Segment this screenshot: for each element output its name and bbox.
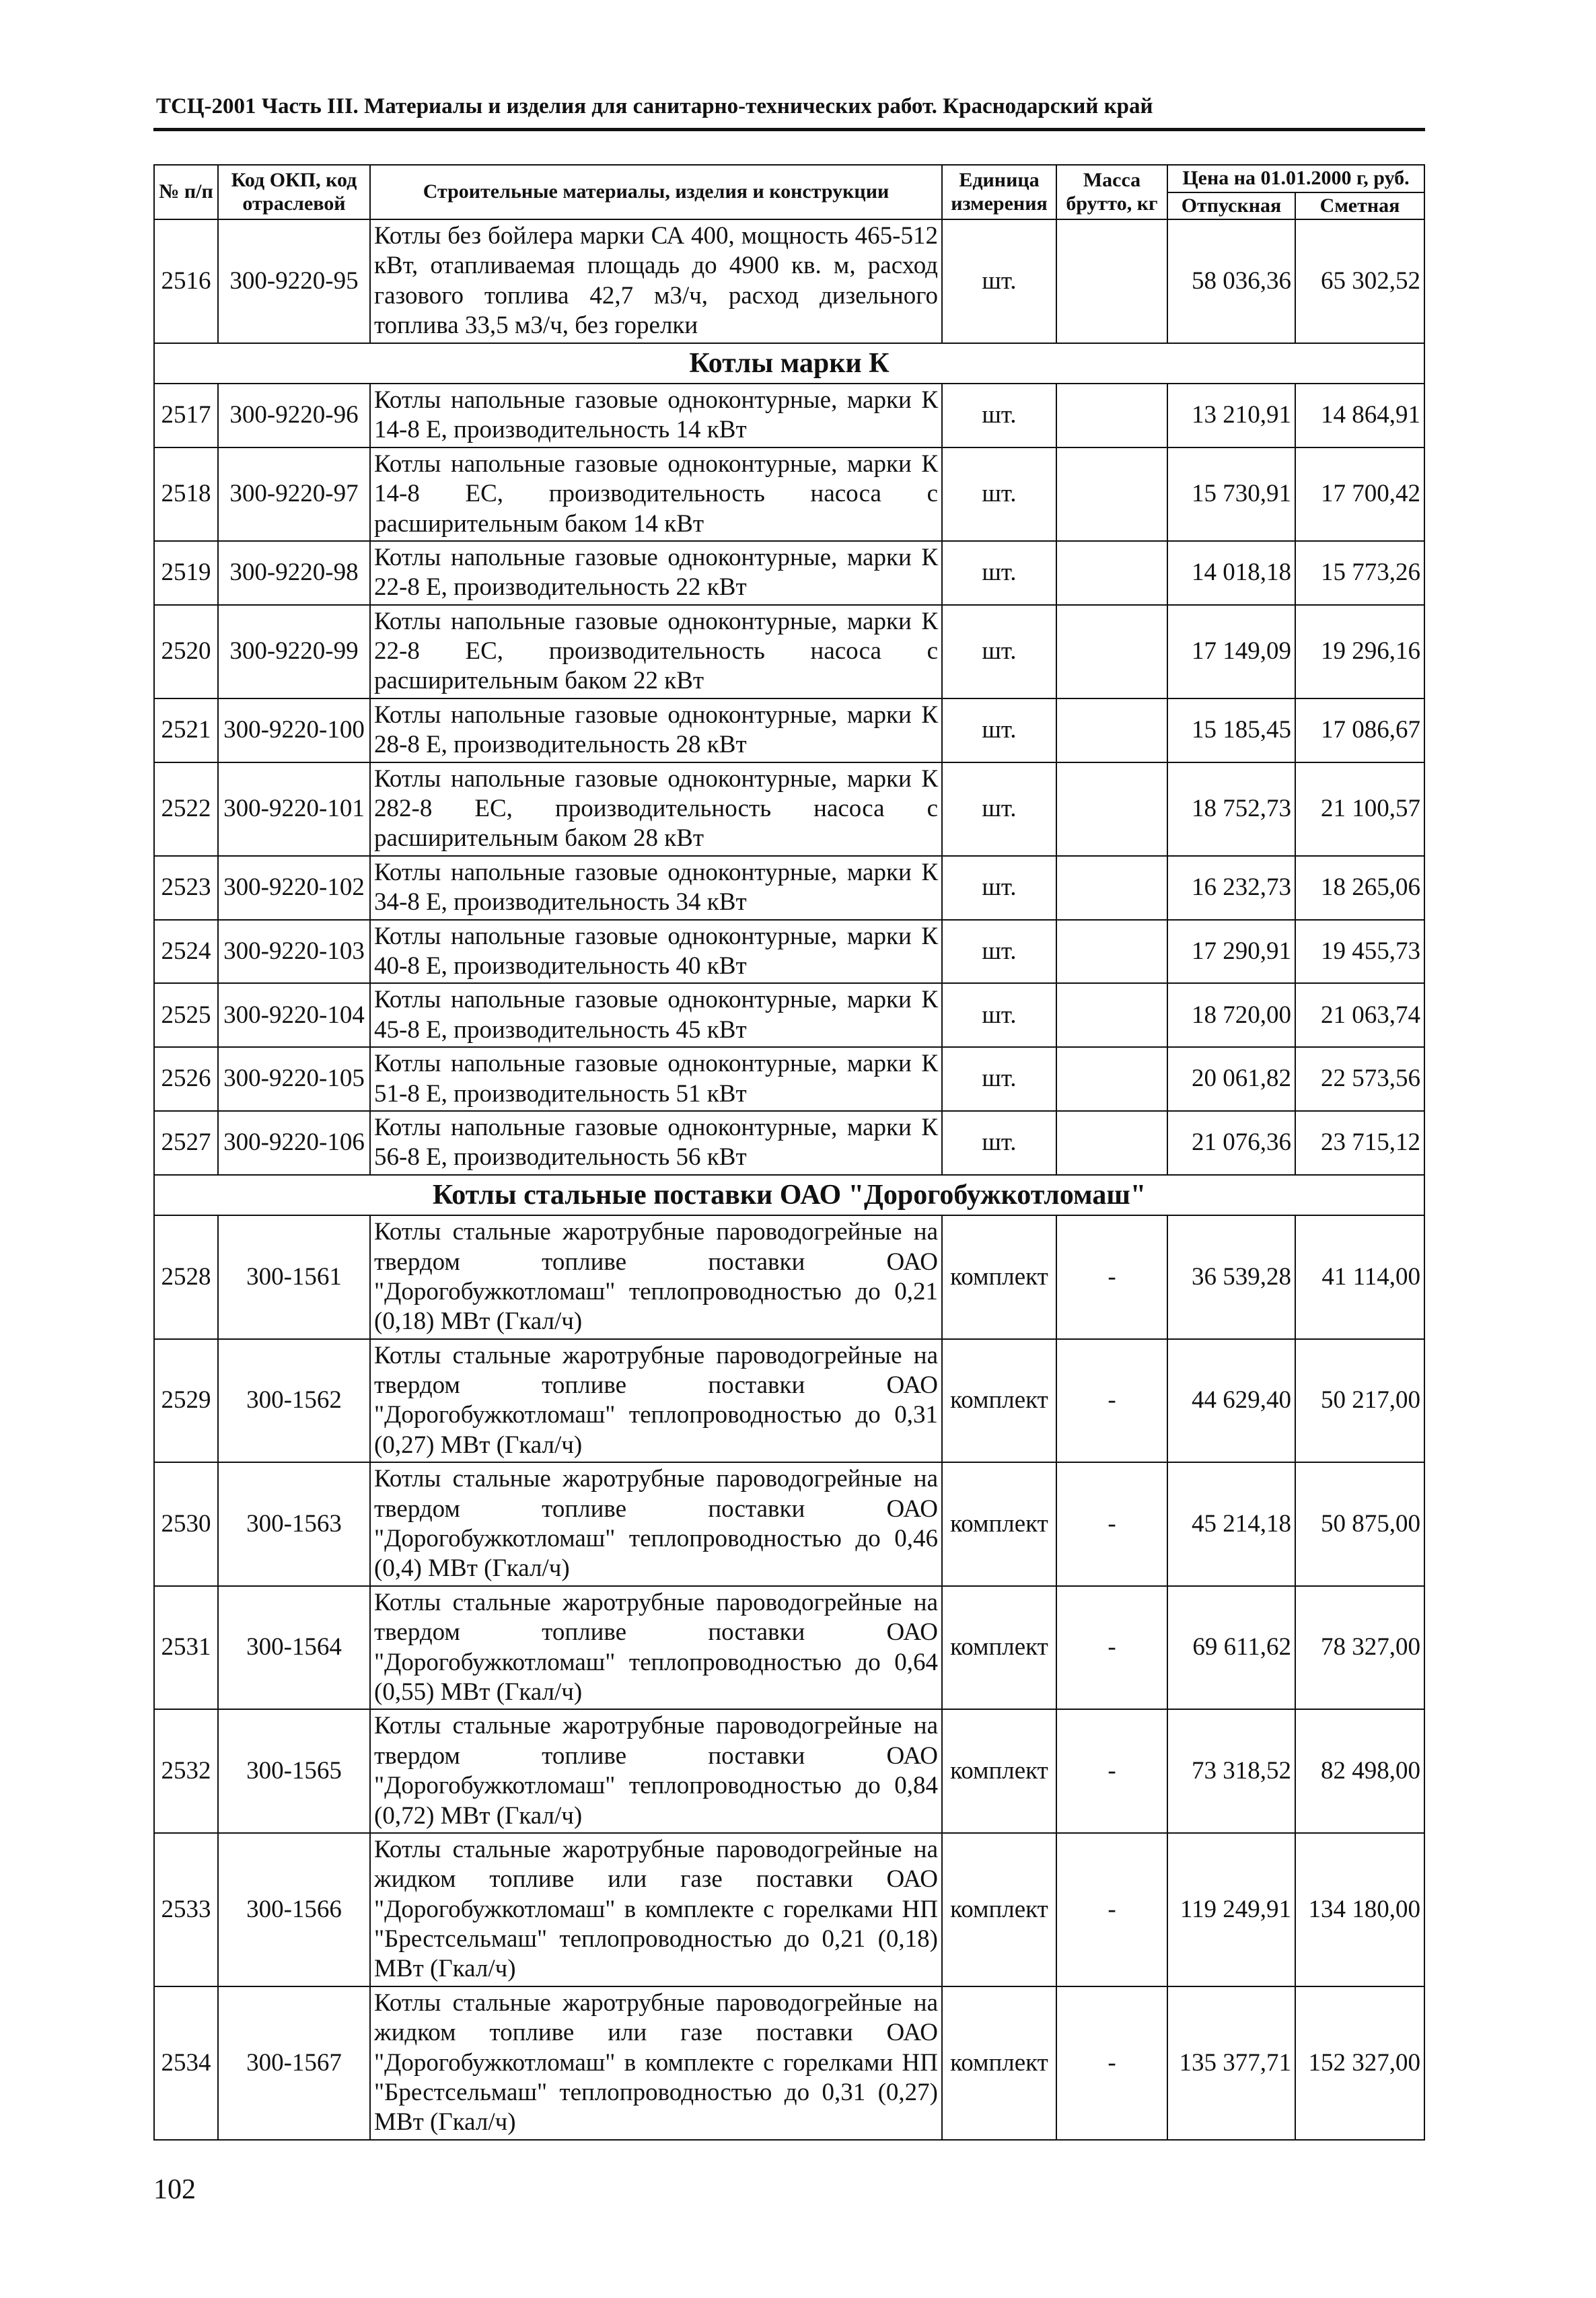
row-price-release: 21 076,36 [1167,1111,1295,1175]
row-unit: шт. [942,605,1056,698]
row-mass: - [1056,1462,1167,1586]
row-description: Котлы напольные газовые одноконтурные, марки К 34-8 Е, производительность 34 кВт [370,856,942,920]
row-description: Котлы стальные жаротрубные пароводогрейные на твердом топливе поставки ОАО "Дорогобужкотломаш" теплопроводностью до 0,84 (0,72) МВт (Гкал/ч) [370,1709,942,1833]
row-mass [1056,920,1167,984]
row-unit: шт. [942,1047,1056,1111]
row-num: 2532 [154,1709,218,1833]
row-code: 300-9220-96 [218,384,370,447]
row-num: 2521 [154,698,218,762]
row-mass: - [1056,1339,1167,1463]
row-price-estimate: 17 700,42 [1295,447,1424,541]
row-code: 300-9220-98 [218,541,370,605]
row-price-release: 20 061,82 [1167,1047,1295,1111]
row-code: 300-9220-105 [218,1047,370,1111]
row-code: 300-9220-97 [218,447,370,541]
row-mass [1056,605,1167,698]
row-price-estimate: 18 265,06 [1295,856,1424,920]
row-price-estimate: 19 296,16 [1295,605,1424,698]
row-price-release: 58 036,36 [1167,219,1295,343]
row-mass [1056,541,1167,605]
table-row [154,605,1424,698]
row-num: 2530 [154,1462,218,1586]
row-unit: шт. [942,856,1056,920]
row-description: Котлы стальные жаротрубные пароводогрейные на жидком топливе или газе поставки ОАО "Дорогобужкотломаш" в комплекте с горелками НП "Брестсельмаш" теплопроводностью до 0,31 (0,27) МВт (Гкал/ч) [370,1986,942,2140]
table-row [154,920,1424,984]
table-row [154,698,1424,762]
row-price-release: 14 018,18 [1167,541,1295,605]
row-code: 300-9220-101 [218,762,370,856]
row-description: Котлы стальные жаротрубные пароводогрейные на жидком топливе или газе поставки ОАО "Дорогобужкотломаш" в комплекте с горелками НП "Брестсельмаш" теплопроводностью до 0,21 (0,18) МВт (Гкал/ч) [370,1833,942,1986]
row-unit: шт. [942,447,1056,541]
col-unit-header: Единица измерения [942,165,1056,219]
row-price-estimate: 78 327,00 [1295,1586,1424,1710]
table-body-c [154,1215,1424,2140]
row-mass [1056,1111,1167,1175]
table-row [154,1339,1424,1463]
table-row [154,983,1424,1047]
row-description: Котлы напольные газовые одноконтурные, марки К 56-8 Е, производительность 56 кВт [370,1111,942,1175]
row-price-estimate: 14 864,91 [1295,384,1424,447]
page-header: ТСЦ-2001 Часть III. Материалы и изделия для санитарно-технических работ. Краснодарский край [156,94,1153,118]
row-num: 2533 [154,1833,218,1986]
row-price-release: 18 720,00 [1167,983,1295,1047]
row-code: 300-9220-99 [218,605,370,698]
row-price-estimate: 21 063,74 [1295,983,1424,1047]
row-mass: - [1056,1215,1167,1339]
row-price-release: 18 752,73 [1167,762,1295,856]
row-description: Котлы напольные газовые одноконтурные, марки К 22-8 ЕС, производительность насоса с расширительным баком 22 кВт [370,605,942,698]
row-description: Котлы напольные газовые одноконтурные, марки К 40-8 Е, производительность 40 кВт [370,920,942,984]
row-price-estimate: 152 327,00 [1295,1986,1424,2140]
row-unit: комплект [942,1833,1056,1986]
row-code: 300-1564 [218,1586,370,1710]
row-price-release: 13 210,91 [1167,384,1295,447]
table-row [154,384,1424,447]
row-code: 300-1567 [218,1986,370,2140]
col-estimate-header: Сметная [1295,192,1424,220]
col-code-header: Код ОКП, код отраслевой [218,165,370,219]
row-unit: комплект [942,1709,1056,1833]
table-row [154,1833,1424,1986]
row-price-release: 135 377,71 [1167,1986,1295,2140]
row-price-estimate: 21 100,57 [1295,762,1424,856]
row-unit: шт. [942,920,1056,984]
row-price-estimate: 41 114,00 [1295,1215,1424,1339]
row-description: Котлы напольные газовые одноконтурные, марки К 14-8 ЕС, производительность насоса с расширительным баком 14 кВт [370,447,942,541]
row-price-release: 73 318,52 [1167,1709,1295,1833]
row-unit: шт. [942,541,1056,605]
col-release-header: Отпускная [1167,192,1295,220]
row-description: Котлы без бойлера марки СА 400, мощность 465-512 кВт, отапливаемая площадь до 4900 кв. м, расход газового топлива 42,7 м3/ч, расход дизельного топлива 33,5 м3/ч, без горелки [370,219,942,343]
table-row [154,1986,1424,2140]
row-num: 2519 [154,541,218,605]
row-mass: - [1056,1833,1167,1986]
col-price-group-header: Цена на 01.01.2000 г, руб. [1167,165,1424,192]
row-price-release: 17 149,09 [1167,605,1295,698]
row-price-estimate: 82 498,00 [1295,1709,1424,1833]
row-description: Котлы напольные газовые одноконтурные, марки К 22-8 Е, производительность 22 кВт [370,541,942,605]
row-code: 300-1565 [218,1709,370,1833]
row-num: 2528 [154,1215,218,1339]
row-unit: шт. [942,983,1056,1047]
table-row [154,762,1424,856]
header-row [154,165,1424,192]
table-body-b [154,384,1424,1175]
row-mass: - [1056,1586,1167,1710]
table-row [154,1709,1424,1833]
row-description: Котлы напольные газовые одноконтурные, марки К 282-8 ЕС, производительность насоса с расширительным баком 28 кВт [370,762,942,856]
row-num: 2523 [154,856,218,920]
table-row [154,219,1424,343]
row-description: Котлы стальные жаротрубные пароводогрейные на твердом топливе поставки ОАО "Дорогобужкотломаш" теплопроводностью до 0,64 (0,55) МВт (Гкал/ч) [370,1586,942,1710]
row-code: 300-9220-104 [218,983,370,1047]
col-num-header: № п/п [154,165,218,219]
row-mass [1056,219,1167,343]
row-code: 300-9220-95 [218,219,370,343]
row-description: Котлы напольные газовые одноконтурные, марки К 14-8 Е, производительность 14 кВт [370,384,942,447]
row-code: 300-9220-106 [218,1111,370,1175]
row-price-estimate: 50 217,00 [1295,1339,1424,1463]
row-mass [1056,384,1167,447]
row-mass: - [1056,1986,1167,2140]
row-num: 2516 [154,219,218,343]
table-row [154,1047,1424,1111]
row-mass [1056,447,1167,541]
row-price-release: 36 539,28 [1167,1215,1295,1339]
row-num: 2518 [154,447,218,541]
row-num: 2526 [154,1047,218,1111]
row-unit: комплект [942,1215,1056,1339]
row-num: 2522 [154,762,218,856]
page-number: 102 [153,2174,196,2205]
price-table [153,164,1425,2141]
row-description: Котлы напольные газовые одноконтурные, марки К 45-8 Е, производительность 45 кВт [370,983,942,1047]
row-code: 300-1563 [218,1462,370,1586]
row-unit: комплект [942,1586,1056,1710]
row-mass [1056,698,1167,762]
row-price-estimate: 15 773,26 [1295,541,1424,605]
row-num: 2531 [154,1586,218,1710]
row-description: Котлы напольные газовые одноконтурные, марки К 51-8 Е, производительность 51 кВт [370,1047,942,1111]
row-unit: шт. [942,384,1056,447]
row-price-estimate: 17 086,67 [1295,698,1424,762]
row-unit: шт. [942,219,1056,343]
row-unit: комплект [942,1986,1056,2140]
table-row [154,447,1424,541]
section-k [154,343,1424,384]
row-description: Котлы напольные газовые одноконтурные, марки К 28-8 Е, производительность 28 кВт [370,698,942,762]
row-unit: шт. [942,762,1056,856]
row-unit: шт. [942,698,1056,762]
table-body-a [154,219,1424,343]
row-description: Котлы стальные жаротрубные пароводогрейные на твердом топливе поставки ОАО "Дорогобужкотломаш" теплопроводностью до 0,46 (0,4) МВт (Гкал/ч) [370,1462,942,1586]
row-price-estimate: 19 455,73 [1295,920,1424,984]
table-row [154,1111,1424,1175]
table-row [154,1462,1424,1586]
row-num: 2525 [154,983,218,1047]
section-title-k: Котлы марки К [154,343,1424,384]
row-num: 2517 [154,384,218,447]
row-unit: комплект [942,1339,1056,1463]
row-num: 2529 [154,1339,218,1463]
header-rule [153,128,1425,131]
row-code: 300-9220-102 [218,856,370,920]
row-price-release: 45 214,18 [1167,1462,1295,1586]
row-price-estimate: 23 715,12 [1295,1111,1424,1175]
table-row [154,541,1424,605]
row-mass [1056,983,1167,1047]
row-price-release: 15 730,91 [1167,447,1295,541]
row-price-release: 16 232,73 [1167,856,1295,920]
row-code: 300-1561 [218,1215,370,1339]
row-price-release: 15 185,45 [1167,698,1295,762]
row-price-release: 17 290,91 [1167,920,1295,984]
row-price-estimate: 22 573,56 [1295,1047,1424,1111]
row-price-release: 69 611,62 [1167,1586,1295,1710]
row-price-estimate: 134 180,00 [1295,1833,1424,1986]
row-unit: комплект [942,1462,1056,1586]
section-steel [154,1175,1424,1215]
row-mass: - [1056,1709,1167,1833]
row-num: 2527 [154,1111,218,1175]
row-num: 2524 [154,920,218,984]
table-row [154,856,1424,920]
row-description: Котлы стальные жаротрубные пароводогрейные на твердом топливе поставки ОАО "Дорогобужкотломаш" теплопроводностью до 0,21 (0,18) МВт (Гкал/ч) [370,1215,942,1339]
row-code: 300-9220-103 [218,920,370,984]
col-mass-header: Масса брутто, кг [1056,165,1167,219]
row-price-estimate: 50 875,00 [1295,1462,1424,1586]
row-price-release: 119 249,91 [1167,1833,1295,1986]
row-mass [1056,856,1167,920]
table-row [154,1586,1424,1710]
row-code: 300-1562 [218,1339,370,1463]
row-price-release: 44 629,40 [1167,1339,1295,1463]
row-description: Котлы стальные жаротрубные пароводогрейные на твердом топливе поставки ОАО "Дорогобужкотломаш" теплопроводностью до 0,31 (0,27) МВт (Гкал/ч) [370,1339,942,1463]
row-num: 2520 [154,605,218,698]
row-code: 300-9220-100 [218,698,370,762]
table-row [154,1215,1424,1339]
row-unit: шт. [942,1111,1056,1175]
row-code: 300-1566 [218,1833,370,1986]
row-price-estimate: 65 302,52 [1295,219,1424,343]
section-title-steel: Котлы стальные поставки ОАО "Дорогобужкотломаш" [154,1175,1424,1215]
row-mass [1056,1047,1167,1111]
col-desc-header: Строительные материалы, изделия и конструкции [370,165,942,219]
row-mass [1056,762,1167,856]
row-num: 2534 [154,1986,218,2140]
